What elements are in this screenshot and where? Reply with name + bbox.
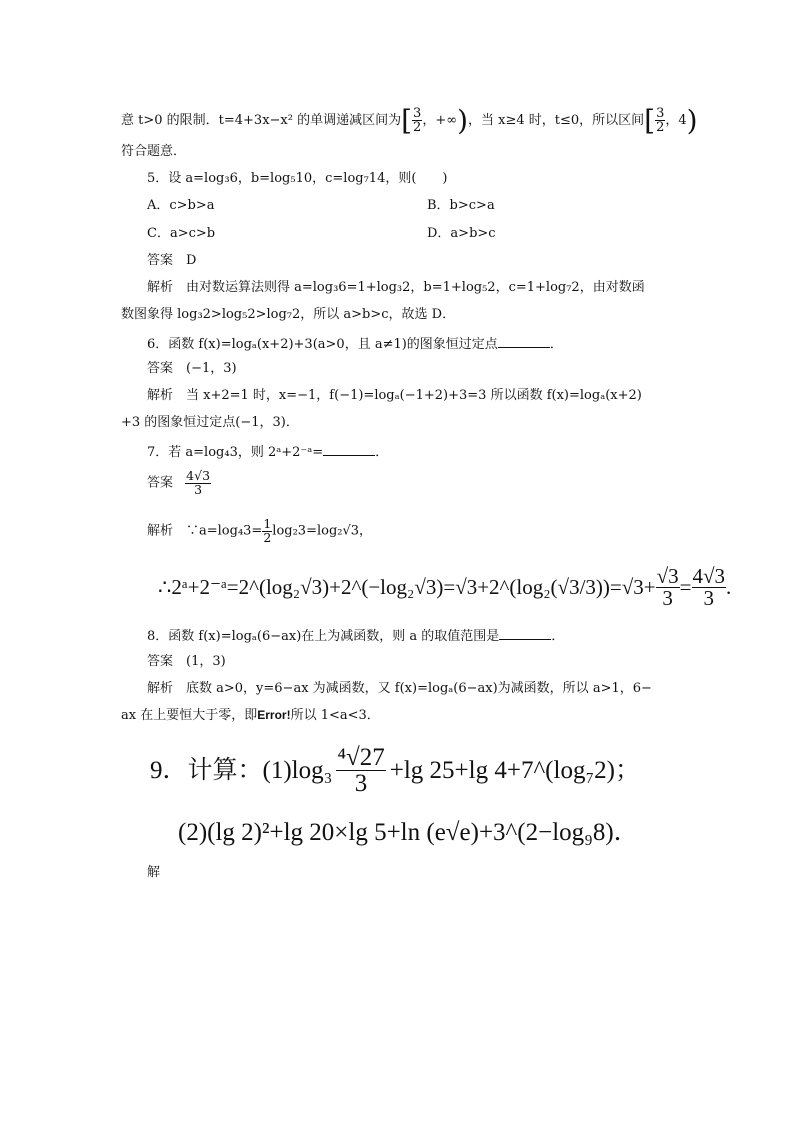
half-fraction: $\frac{1}{2}$ xyxy=(263,516,272,545)
para-continuation-2: 符合题意． xyxy=(121,144,187,159)
q5-option-b: B．b>c>a xyxy=(427,198,495,213)
q9-solution: 解 xyxy=(147,865,161,880)
q7-answer: 答案 $\frac{4√3}{3}$ xyxy=(147,468,211,497)
q6-analysis-2: +3 的图象恒过定点(−1，3)． xyxy=(121,415,299,430)
fraction-3-2: $\frac{3}{2}$ xyxy=(413,106,422,135)
q9-line-1: 9．计算：(1)log₃ $\frac{\text{⁴√27}}{3}$ +lg 25+lg 4+7^(log₇2)； xyxy=(150,744,640,797)
q5-option-a: A．c>b>a xyxy=(147,198,215,213)
q8-analysis-1: 解析 底数 a>0，y=6−ax 为减函数，又 f(x)=logₐ(6−ax)为减函数，所以 a>1，6− xyxy=(147,681,652,696)
answer-blank xyxy=(498,335,550,348)
q7-formula: ∴2ᵃ+2⁻ᵃ=2^(log₂√3)+2^(−log₂√3)=√3+2^(log₂(√3/3))=√3+ $\frac{√3}{3}$ = $\frac{4√3}{3}$ . xyxy=(158,564,732,610)
q6-analysis-1: 解析 当 x+2=1 时，x=−1，f(−1)=logₐ(−1+2)+3=3 所以函数 f(x)=logₐ(x+2) xyxy=(147,388,642,403)
q7-question: 7．若 a=log₄3，则 2ᵃ+2⁻ᵃ= ． xyxy=(147,445,389,460)
root-fraction: $\frac{\text{⁴√27}}{3}$ xyxy=(337,744,385,797)
para-continuation xyxy=(121,103,698,137)
p1-text-pre: 意 t>0 的限制．t=4+3x−x² 的单调递减区间为 xyxy=(121,113,402,128)
q5-analysis-2: 数图象得 log₃2>log₅2>log₇2，所以 a>b>c，故选 D． xyxy=(121,307,456,322)
p1-text-mid: ，当 x≥4 时，t≤0，所以区间 xyxy=(468,113,645,128)
q8-question: 8．函数 f(x)=logₐ(6−ax)在上为减函数，则 a 的取值范围是 ． xyxy=(147,629,565,644)
right-paren: ) xyxy=(457,103,468,137)
q7-analysis: 解析 ∵a=log₄3= $\frac{1}{2}$ log₂3=log₂√3， xyxy=(147,516,373,545)
q9-line-2: (2)(lg 2)²+lg 20×lg 5+ln (e√e)+3^(2−log₉8)． xyxy=(178,819,639,846)
q5-analysis-1: 解析 由对数运算法则得 a=log₃6=1+log₃2，b=1+log₅2，c=1+log₇2，由对数函 xyxy=(147,280,645,295)
q5-option-d: D．a>b>c xyxy=(427,226,496,241)
fraction-3-2-b: $\frac{3}{2}$ xyxy=(656,106,665,135)
q8-answer: 答案 (1，3) xyxy=(147,654,226,669)
formula-fraction-1: $\frac{√3}{3}$ xyxy=(656,564,679,610)
formula-fraction-2: $\frac{4√3}{3}$ xyxy=(692,564,726,610)
q5-option-c: C．a>c>b xyxy=(147,226,216,241)
left-bracket-2: [ xyxy=(644,103,656,137)
answer-blank xyxy=(499,627,551,640)
q5-answer: 答案 D xyxy=(147,253,197,268)
error-marker: Error! xyxy=(257,708,291,722)
left-bracket: [ xyxy=(401,103,413,137)
q5-question: 5．设 a=log₃6，b=log₅10，c=log₇14，则( ) xyxy=(147,171,448,186)
interval-tail: ，+∞ xyxy=(422,113,458,128)
p1-tail: ，4 xyxy=(665,113,687,128)
right-paren-2: ) xyxy=(686,103,698,137)
answer-fraction: $\frac{4√3}{3}$ xyxy=(186,468,211,497)
q8-analysis-2: ax 在上要恒大于零，即Error!所以 1<a<3． xyxy=(121,708,380,723)
q6-question: 6．函数 f(x)=logₐ(x+2)+3(a>0，且 a≠1)的图象恒过定点 ． xyxy=(147,337,563,352)
q6-answer: 答案 (−1，3) xyxy=(147,361,237,376)
answer-blank xyxy=(323,443,375,456)
